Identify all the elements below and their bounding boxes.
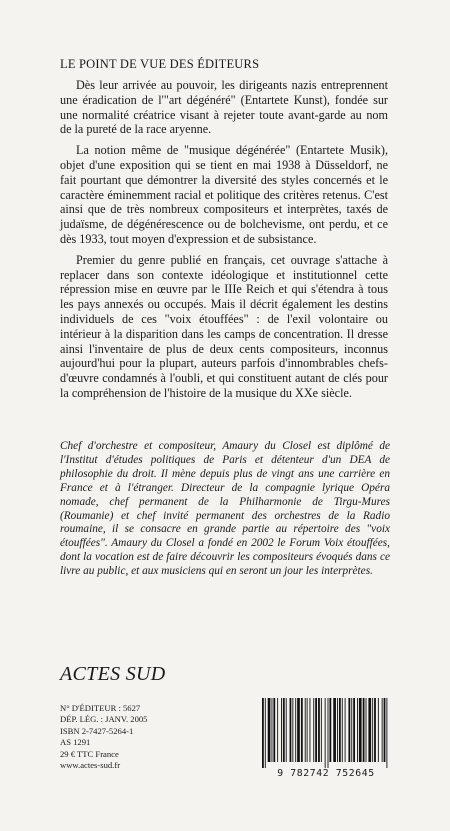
barcode-bar: [262, 698, 264, 768]
barcode-bar: [292, 698, 293, 762]
barcode-bar: [368, 698, 371, 762]
publisher-name: ACTES SUD: [60, 663, 166, 685]
barcode-bar: [363, 698, 365, 762]
isbn: ISBN 2-7427-5264-1: [60, 725, 134, 736]
barcode-bar: [374, 698, 376, 762]
publication-info: [60, 703, 147, 771]
barcode-bar: [351, 698, 352, 762]
barcode-bar: [273, 698, 275, 762]
barcode-bar: [325, 698, 326, 768]
catalog-code: AS 1291: [60, 737, 91, 748]
barcode-bar: [313, 698, 314, 762]
legal-deposit: DÉP. LÉG. : JANV. 2005: [60, 714, 148, 725]
barcode-bar: [342, 698, 343, 762]
barcode-bar: [265, 698, 266, 768]
barcode-bar: [329, 698, 331, 762]
barcode-bar: [286, 698, 287, 762]
barcode-bar: [357, 698, 358, 762]
barcode-bar: [318, 698, 320, 762]
barcode-bar: [386, 698, 387, 768]
barcode-bar: [337, 698, 338, 762]
publisher-number: N° D'ÉDITEUR : 5627: [60, 703, 141, 713]
barcode-bar: [345, 698, 346, 762]
paragraph-intro: Dès leur arrivée au pouvoir, les dirigeants nazis entreprennent une éradication de l'"art dégénéré" (Entartete Kunst), fondée sur une normalité créatrice visant à rejeter toute avant-garde au nom de la pureté de la race aryenne.: [60, 78, 388, 137]
barcode-bar: [384, 698, 386, 762]
barcode-bar: [272, 698, 273, 762]
barcode-icon: [260, 698, 392, 768]
barcode-bar: [305, 698, 306, 762]
barcode-bar: [359, 698, 362, 762]
barcode-bar: [301, 698, 303, 762]
barcode-bar: [290, 698, 292, 762]
barcode-bar: [283, 698, 285, 762]
website: www.actes-sud.fr: [60, 760, 121, 771]
barcode-bar: [268, 698, 271, 762]
barcode-bar: [348, 698, 350, 762]
barcode-bar: [353, 698, 355, 762]
barcode-bar: [372, 698, 373, 762]
barcode-bar: [297, 698, 300, 762]
section-heading: LE POINT DE VUE DES ÉDITEURS: [60, 57, 260, 71]
barcode-bar: [328, 698, 329, 768]
main-text: [60, 78, 388, 407]
author-bio: Chef d'orchestre et compositeur, Amaury du Closel est diplômé de l'Institut d'études politiques de Paris et détenteur d'un DEA de philosophie du droit. Il mène depuis plus de vingt ans une carrière en France et à l'étranger. Directeur de la compagnie lyrique Opéra nomade, chef permanent de la Philharmonie de Tirgu-Mures (Roumanie) et chef invité permanent des orchestres de la Radio roumaine, il se consacre en grande partie au répertoire des "voix étouffées". Amaury du Closel a fondé en 2002 le Forum Voix étouffées, dont la vocation est de faire découvrir les compositeurs évoqués dans ce livre au public, et aux musiciens qui en seront un jour les interprètes.: [60, 440, 390, 578]
paragraph-ouvrage: Premier du genre publié en français, cet ouvrage s'attache à replacer dans son contexte idéologique et institutionnel cette répression mise en œuvre par le IIIe Reich et qui s'étendra à tous les pays annexés ou occupés. Mais il décrit également les destins individuels de ces "voix étouffées" : de l'exil volontaire ou intérieur à la disparition dans les camps de concentration. Il dresse ainsi l'inventaire de plus de deux cents compositeurs, inconnus aujourd'hui pour la plupart, auteurs parfois d'innombrables chefs-d'œuvre condamnés à l'oubli, et qui constituent autant de clés pour la compréhension de l'histoire de la musique du XXe siècle.: [60, 252, 388, 400]
barcode-bar: [382, 698, 383, 762]
barcode-bar: [315, 698, 317, 762]
barcode-bar: [295, 698, 296, 762]
paragraph-musique-degeneree: La notion même de "musique dégénérée" (Entartete Musik), objet d'une exposition qui se tient en mai 1938 à Düsseldorf, ne fait pourtant que démontrer la diversité des styles concernés et le caractère éminemment racial et politique des critères retenus. C'est ainsi que de très nombreux compositeurs et interprètes, taxés de judaïsme, de dégénérescence ou de bolchevisme, ont perdu, et ce dès 1933, tout moyen d'expression et de subsistance.: [60, 143, 388, 246]
barcode-bar: [333, 698, 336, 762]
barcode-bar: [339, 698, 341, 762]
barcode-bar: [307, 698, 308, 762]
price: 29 € TTC France: [60, 748, 119, 759]
barcode-digits: 9 782742 752645: [277, 768, 375, 779]
barcode-bar: [310, 698, 311, 762]
barcode-bar: [321, 698, 322, 762]
barcode-bar: [366, 698, 367, 762]
barcode-bars: [260, 698, 392, 768]
barcode-bar: [378, 698, 379, 762]
barcode-bar: [281, 698, 282, 762]
barcode-bar: [277, 698, 278, 762]
